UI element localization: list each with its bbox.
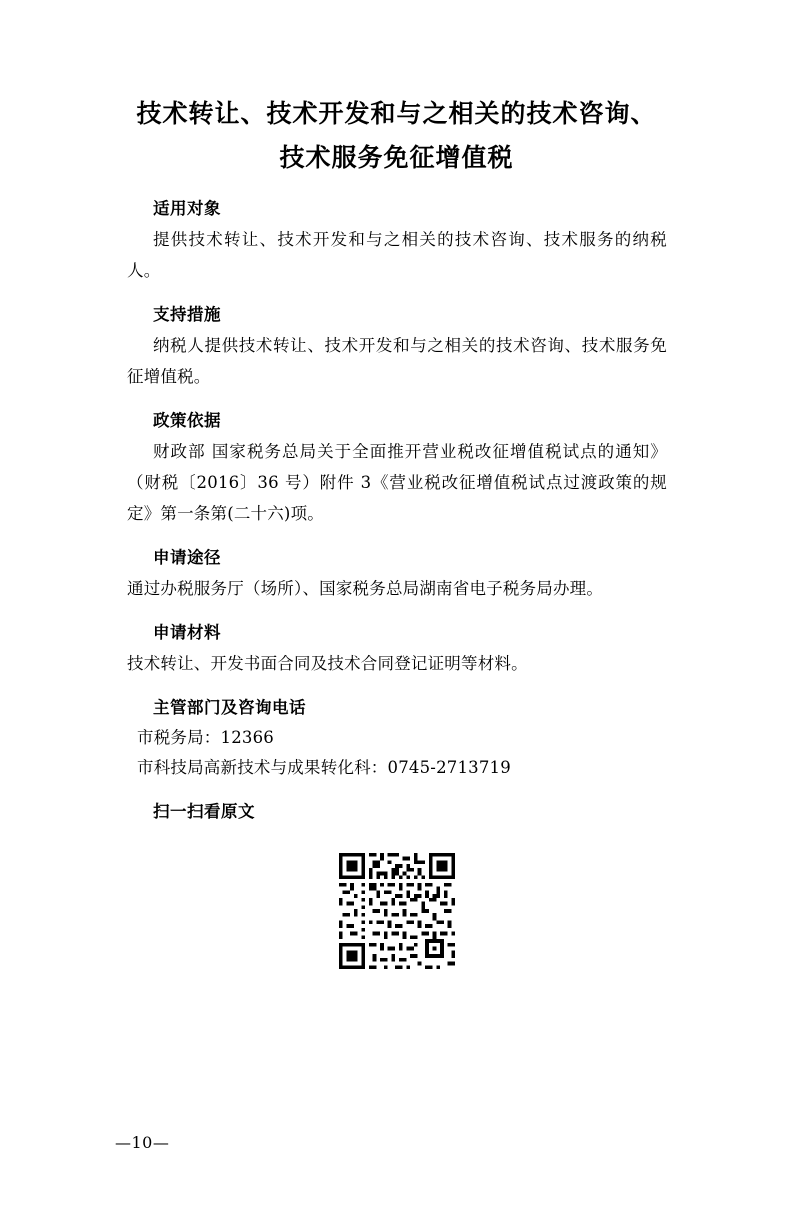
section-body-application-materials: 技术转让、开发书面合同及技术合同登记证明等材料。 (127, 654, 528, 673)
qr-code-icon (335, 849, 459, 973)
section-heading-application-materials: 申请材料 (153, 623, 221, 642)
section-heading-policy-basis: 政策依据 (153, 411, 221, 430)
contact-line-sci-tech-bureau: 市科技局高新技术与成果转化科：0745-2713719 (137, 758, 511, 777)
title-line-2: 技术服务免征增值税 (279, 143, 514, 172)
contact-line-tax-bureau: 市税务局：12366 (137, 728, 274, 747)
section-heading-applicable-subjects: 适用对象 (153, 199, 221, 218)
section-heading-support-measures: 支持措施 (153, 305, 221, 324)
section-heading-application-channel: 申请途径 (153, 548, 221, 567)
document-body (126, 194, 667, 973)
section-heading-scan-qr: 扫一扫看原文 (153, 802, 255, 821)
title-line-1: 技术转让、技术开发和与之相关的技术咨询、 (136, 99, 657, 128)
document-page (0, 92, 793, 1214)
section-body-policy-basis: 财政部 国家税务总局关于全面推开营业税改征增值税试点的通知》（财税〔2016〕36 号）附件 3《营业税改征增值税试点过渡政策的规定》第一条第(二十六)项。 (127, 442, 667, 523)
page-number: —10— (115, 1133, 170, 1152)
page-title (0, 92, 793, 180)
section-body-application-channel: 通过办税服务厅（场所）、国家税务总局湖南省电子税务局办理。 (127, 579, 604, 598)
section-body-applicable-subjects: 提供技术转让、技术开发和与之相关的技术咨询、技术服务的纳税人。 (127, 230, 667, 280)
section-heading-contact: 主管部门及咨询电话 (153, 698, 306, 717)
qr-code-container (127, 849, 667, 973)
section-body-support-measures: 纳税人提供技术转让、技术开发和与之相关的技术咨询、技术服务免征增值税。 (127, 336, 667, 386)
